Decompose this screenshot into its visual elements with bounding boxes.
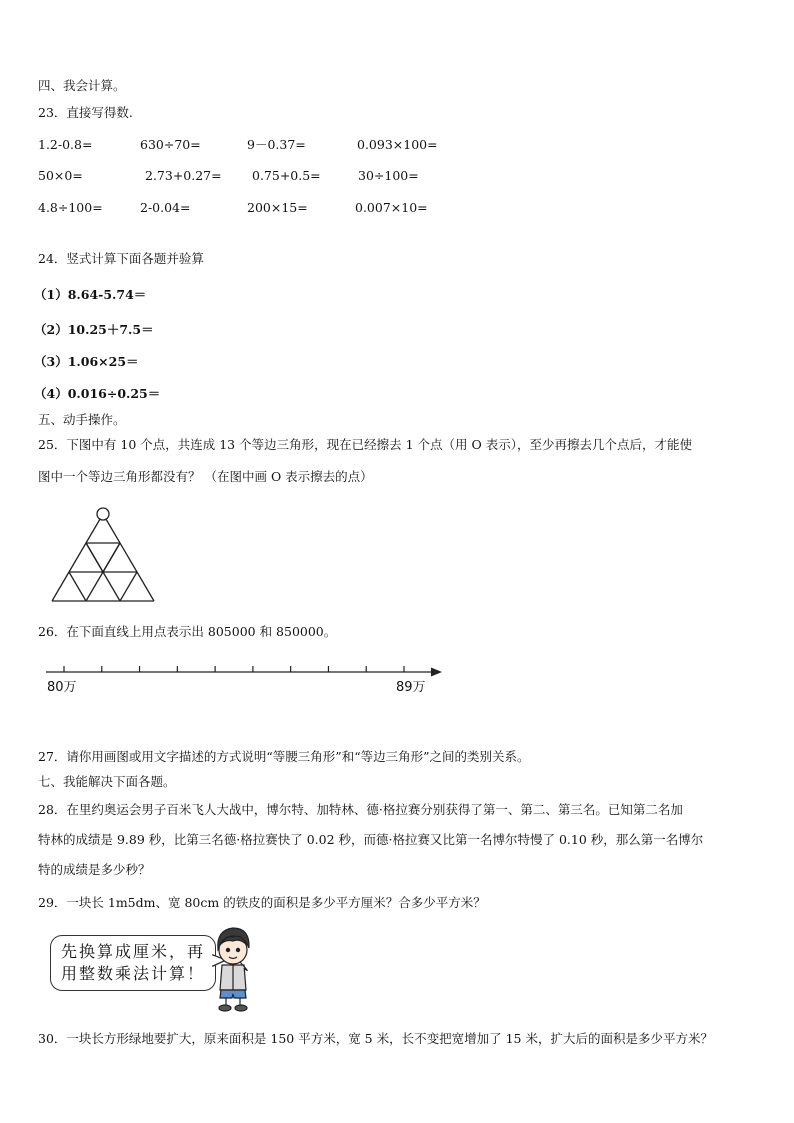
calc-item: 2.73+0.27= [145, 168, 222, 183]
section-4-heading: 四、我会计算。 [38, 78, 126, 93]
question-24-title: 24．竖式计算下面各题并验算 [38, 251, 204, 266]
vertical-calc-item: （1）8.64-5.74＝ [34, 287, 147, 302]
vertical-calc-item: （4）0.016÷0.25＝ [34, 386, 161, 401]
question-30-title: 30．一块长方形绿地要扩大，原来面积是 150 平方米，宽 5 米，长不变把宽增加了 15 米，扩大后的面积是多少平方米？ [38, 1031, 713, 1046]
question-29-title: 29．一块长 1m5dm、宽 80cm 的铁皮的面积是多少平方厘米？合多少平方米？ [38, 895, 486, 910]
question-28-line-3: 特的成绩是多少秒？ [38, 862, 151, 877]
question-28-line-2: 特林的成绩是 9.89 秒，比第三名德·格拉赛快了 0.02 秒，而德·格拉赛又比第一名博尔特慢了 0.10 秒，那么第一名博尔 [38, 832, 704, 847]
number-line-end-label: 89万 [396, 680, 426, 695]
hint-line-2: 用整数乘法计算！ [61, 964, 206, 983]
calc-item: 50×0= [38, 168, 83, 183]
vertical-calc-item: （3）1.06×25＝ [34, 354, 139, 369]
section-7-heading: 七、我能解决下面各题。 [38, 774, 176, 789]
question-26-title: 26．在下面直线上用点表示出 805000 和 850000。 [38, 624, 337, 639]
hint-line-1: 先换算成厘米，再 [61, 942, 206, 961]
question-25-line-1: 25．下图中有 10 个点，共连成 13 个等边三角形，现在已经擦去 1 个点（用 O 表示），至少再擦去几个点后，才能使 [38, 437, 692, 452]
question-27-title: 27．请你用画图或用文字描述的方式说明“等腰三角形”和“等边三角形”之间的类别关系。 [38, 749, 530, 764]
calc-item: 0.75+0.5= [252, 168, 321, 183]
calc-item: 30÷100= [358, 168, 419, 183]
question-28-line-1: 28．在里约奥运会男子百米飞人大战中，博尔特、加特林、德·格拉赛分别获得了第一、第二、第三名。已知第二名加 [38, 802, 683, 817]
vertical-calc-item: （2）10.25＋7.5＝ [34, 322, 154, 337]
calc-item: 0.093×100= [357, 137, 438, 152]
question-23-title: 23．直接写得数. [38, 105, 133, 120]
question-25-line-2: 图中一个等边三角形都没有？ （在图中画 O 表示擦去的点） [38, 469, 373, 484]
calc-item: 2-0.04= [140, 200, 191, 215]
calc-item: 200×15= [247, 200, 308, 215]
calc-item: 4.8÷100= [38, 200, 103, 215]
calc-item: 0.007×10= [355, 200, 428, 215]
calc-item: 9－0.37= [247, 137, 306, 152]
calc-item: 1.2-0.8= [38, 137, 93, 152]
calc-item: 630÷70= [140, 137, 201, 152]
number-line-start-label: 80万 [47, 680, 77, 695]
section-5-heading: 五、动手操作。 [38, 412, 126, 427]
